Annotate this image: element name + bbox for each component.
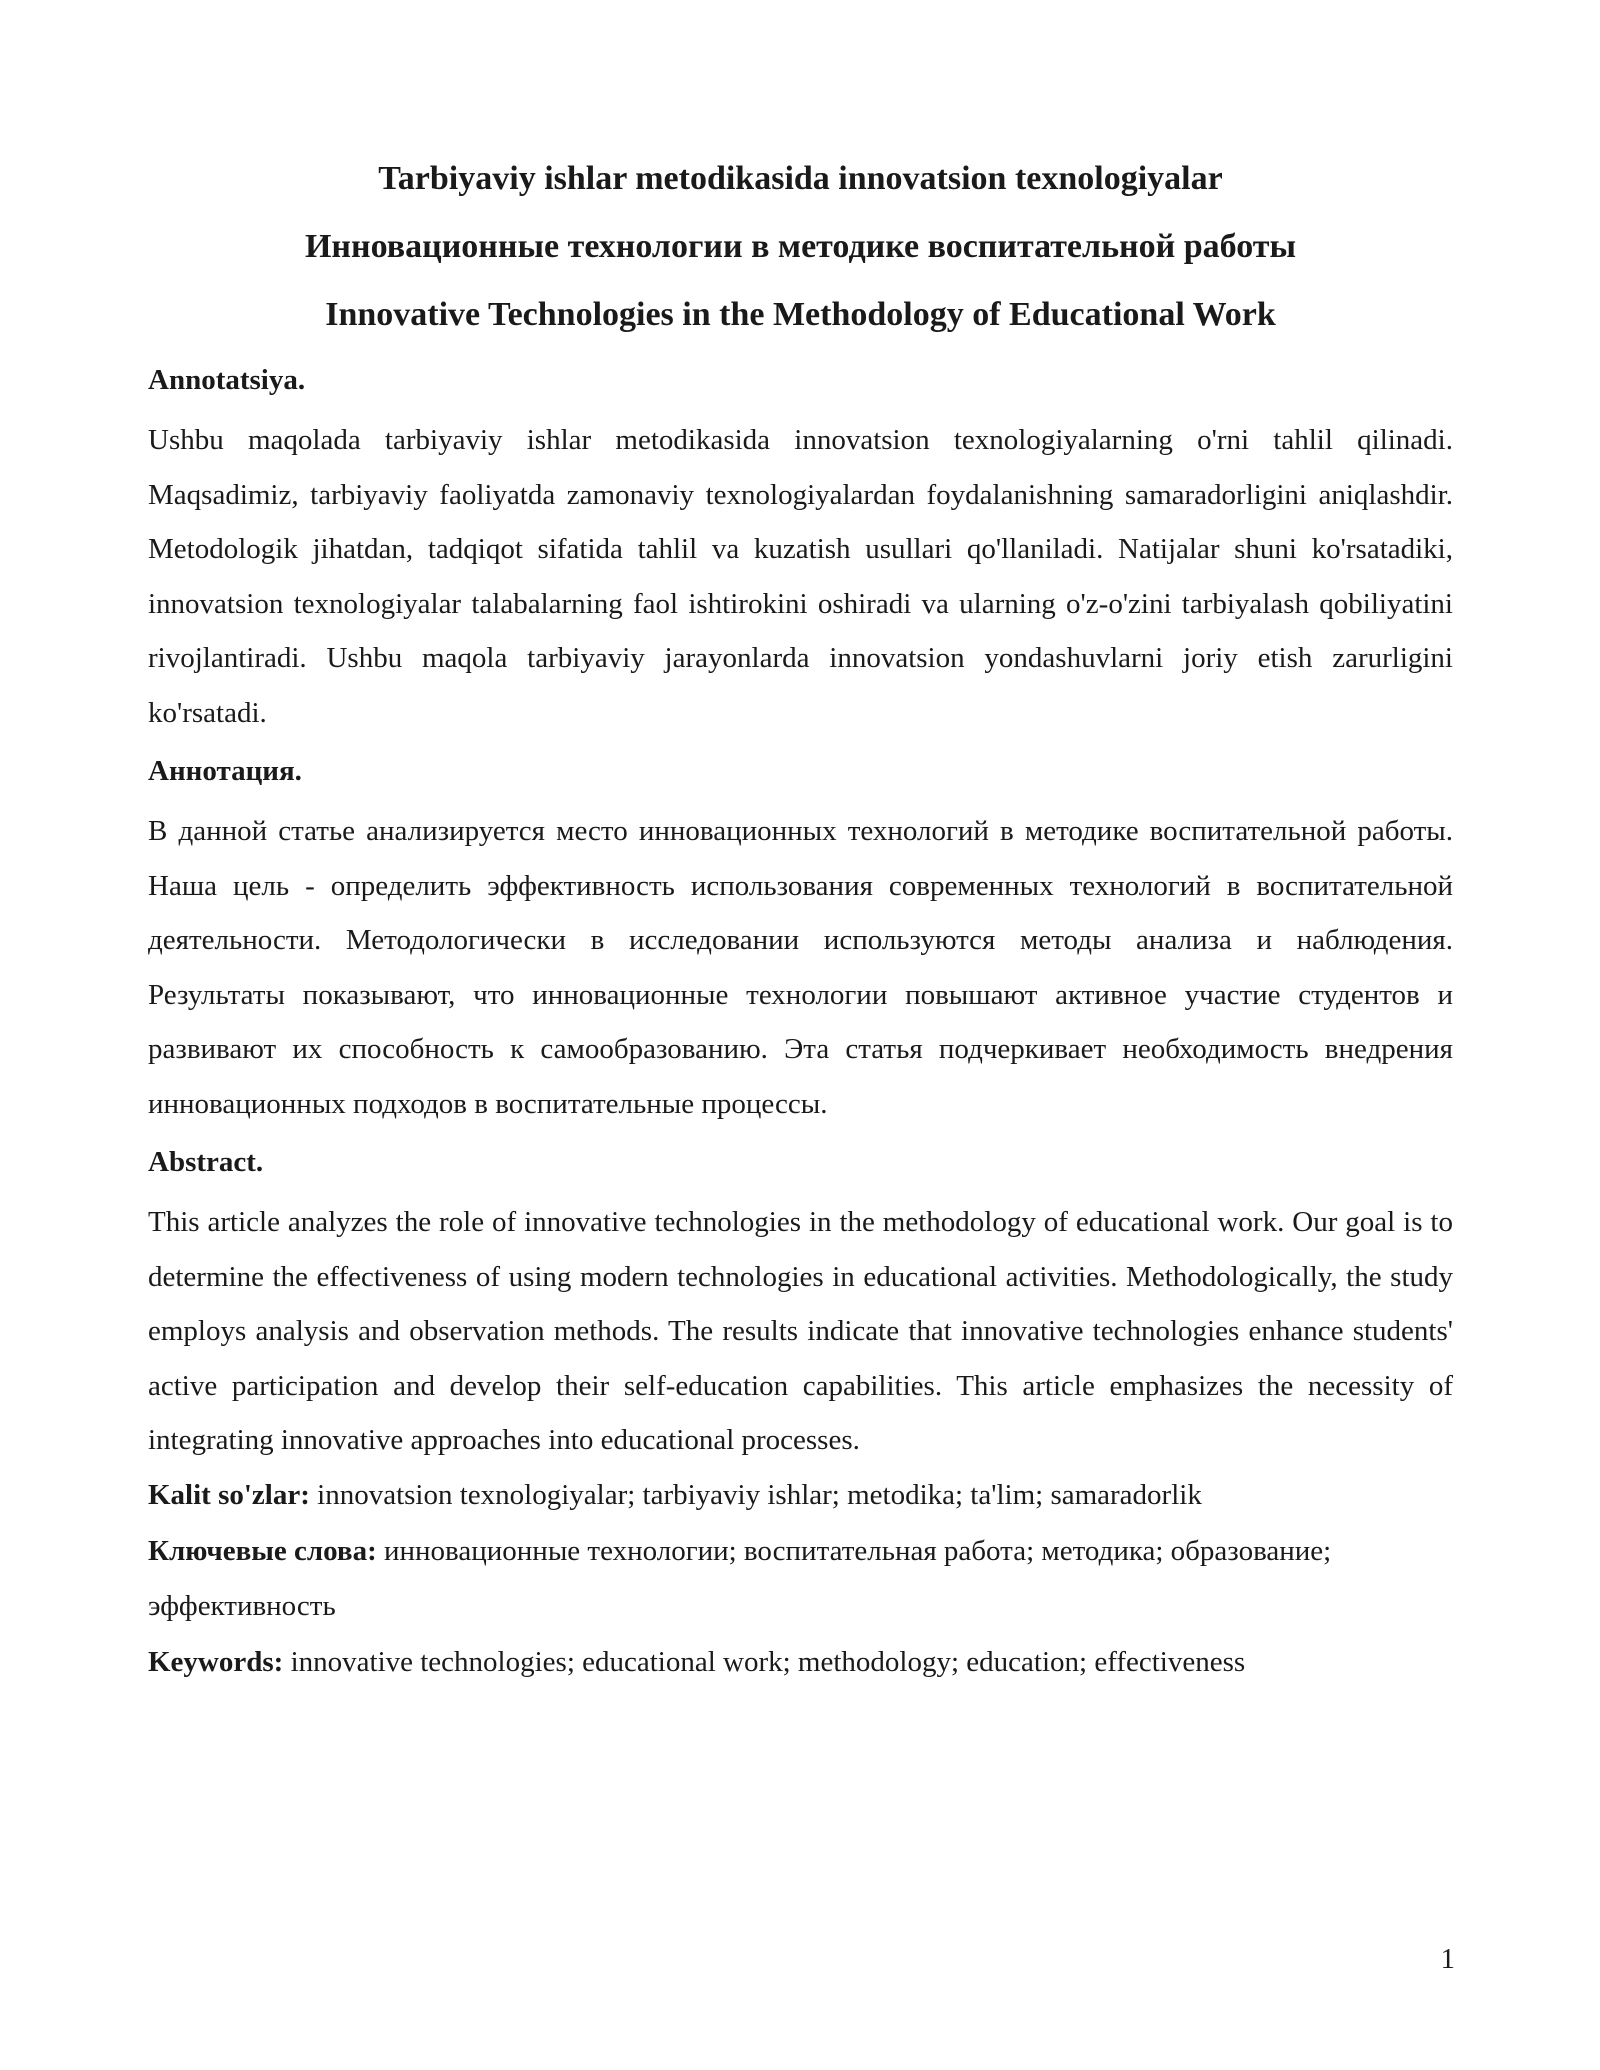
abstract-uz-section <box>148 361 1453 740</box>
title-en: Innovative Technologies in the Methodology of Educational Work <box>325 296 1276 333</box>
keywords-en <box>148 1635 1453 1690</box>
title-block <box>148 145 1453 349</box>
keywords-ru <box>148 1524 1453 1633</box>
title-uz: Tarbiyaviy ishlar metodikasida innovatsion texnologiyalar <box>378 160 1223 197</box>
abstract-en-section <box>148 1143 1453 1468</box>
page-number: 1 <box>1440 1943 1455 1975</box>
abstract-en-text: This article analyzes the role of innovative technologies in the methodology of educational work. Our goal is to determine the effectiveness of using modern technologies in educational activities. Methodologically, the study employs analysis and observation methods. The results indicate that innovative technologies enhance students' active participation and develop their self-education capabilities. This article emphasizes the necessity of integrating innovative approaches into educational processes. <box>148 1206 1453 1456</box>
keywords-en-text: innovative technologies; educational work; methodology; education; effectiveness <box>283 1646 1246 1678</box>
keywords-uz <box>148 1468 1453 1523</box>
abstract-ru-text: В данной статье анализируется место инновационных технологий в методике воспитательной работы. Наша цель - определить эффективность использования современных технологий в воспитательной деятельности. Методологически в исследовании используются методы анализа и наблюдения. Результаты показывают, что инновационные технологии повышают активное участие студентов и развивают их способность к самообразованию. Эта статья подчеркивает необходимость внедрения инновационных подходов в воспитательные процессы. <box>148 815 1453 1120</box>
keywords-uz-label: Kalit so'zlar: <box>148 1478 310 1511</box>
keywords-uz-text: innovatsion texnologiyalar; tarbiyaviy ishlar; metodika; ta'lim; samaradorlik <box>309 1478 1202 1511</box>
keywords-block <box>148 1468 1453 1690</box>
keywords-ru-label: Ключевые слова: <box>148 1535 377 1567</box>
abstract-ru-heading: Аннотация. <box>148 755 302 787</box>
keywords-en-label: Keywords: <box>148 1646 284 1678</box>
abstract-uz-heading: Annotatsiya. <box>148 364 306 396</box>
keywords-ru-text: инновационные технологии; воспитательная работа; методика; образование; эффективность <box>148 1535 1332 1622</box>
document-page <box>148 145 1453 1692</box>
abstract-ru-section <box>148 752 1453 1131</box>
title-ru: Инновационные технологии в методике воспитательной работы <box>304 228 1296 265</box>
abstract-en-heading: Abstract. <box>148 1146 264 1178</box>
abstract-uz-text: Ushbu maqolada tarbiyaviy ishlar metodikasida innovatsion texnologiyalarning o'rni tahlil qilinadi. Maqsadimiz, tarbiyaviy faoliyatda zamonaviy texnologiyalardan foydalanishning samaradorligini aniqlashdir. Metodologik jihatdan, tadqiqot sifatida tahlil va kuzatish usullari qo'llaniladi. Natijalar shuni ko'rsatadiki, innovatsion texnologiyalar talabalarning faol ishtirokini oshiradi va ularning o'z-o'zini tarbiyalash qobiliyatini rivojlantiradi. Ushbu maqola tarbiyaviy jarayonlarda innovatsion yondashuvlarni joriy etish zarurligini ko'rsatadi. <box>148 424 1453 729</box>
